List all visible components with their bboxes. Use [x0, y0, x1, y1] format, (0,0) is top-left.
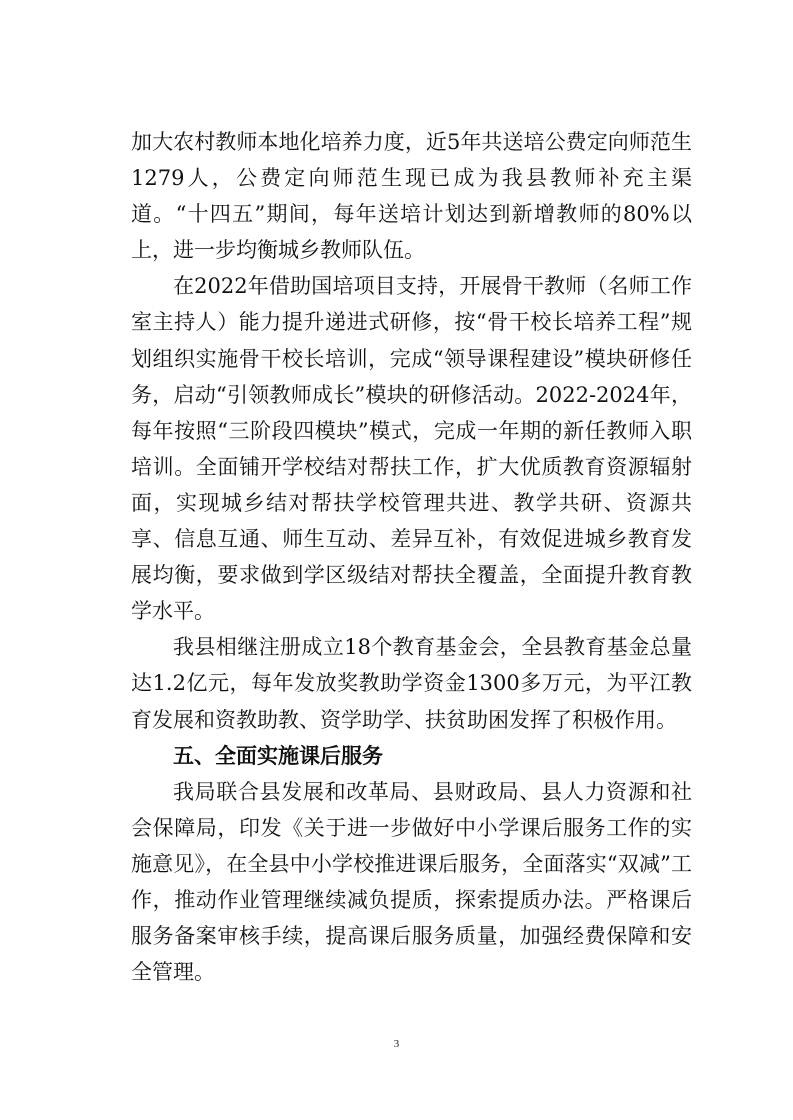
paragraph-backbone-teachers: 在2022年借助国培项目支持，开展骨干教师（名师工作室主持人）能力提升递进式研修，按“骨干校长培养工程”规划组织实施骨干校长培训，完成“领导课程建设”模块研修任务，启动“引领教师成长”模块的研修活动。2022-2024年，每年按照“三阶段四模块”模式，完成一年期的新任教师入职培训。全面铺开学校结对帮扶工作，扩大优质教育资源辐射面，实现城乡结对帮扶学校管理共进、教学共研、资源共享、信息互通、师生互动、差异互补，有效促进城乡教育发展均衡，要求做到学区级结对帮扶全覆盖，全面提升教育教学水平。 [131, 274, 692, 624]
paragraph-after-school-service: 我局联合县发展和改革局、县财政局、县人力资源和社会保障局，印发《关于进一步做好中小学课后服务工作的实施意见》，在全县中小学校推进课后服务，全面落实“双减”工作，推动作业管理继续减负提质，探索提质办法。严格课后服务备案审核手续，提高课后服务质量，加强经费保障和安全管理。 [131, 779, 692, 985]
page-number: 3 [393, 1038, 400, 1050]
document-body [131, 124, 692, 990]
paragraph-education-foundation: 我县相继注册成立18个教育基金会，全县教育基金总量达1.2亿元，每年发放奖教助学资金1300多万元，为平江教育发展和资教助教、资学助学、扶贫助困发挥了积极作用。 [131, 635, 692, 732]
section-heading-after-school-service: 五、全面实施课后服务 [173, 743, 383, 768]
paragraph-teacher-training: 加大农村教师本地化培养力度，近5年共送培公费定向师范生1279人，公费定向师范生现已成为我县教师补充主渠道。“十四五”期间，每年送培计划达到新增教师的80%以上，进一步均衡城乡教师队伍。 [131, 130, 692, 263]
